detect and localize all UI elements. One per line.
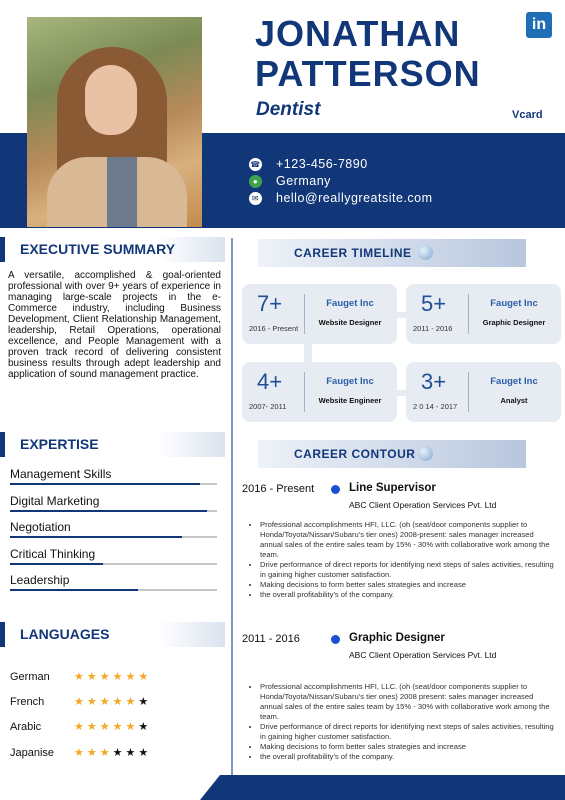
star-icon: ★ <box>74 671 87 683</box>
star-icon: ★ <box>86 696 100 708</box>
vcard-logo: Vcard <box>512 109 543 121</box>
skill-level-bar <box>10 483 200 485</box>
star-icon: ★ <box>86 721 100 733</box>
phone-text: +123-456-7890 <box>276 157 368 171</box>
job-bullet: • the overall profitability's of the company. <box>260 752 558 762</box>
contact-location <box>249 174 331 188</box>
star-icon: ★ <box>74 696 87 708</box>
job-title: Graphic Designer <box>349 632 445 644</box>
skill-label: Management Skills <box>10 467 112 481</box>
card-divider <box>468 372 469 412</box>
star-icon: ★ <box>112 671 126 683</box>
skill-level-bar <box>10 563 103 565</box>
star-icon: ★ <box>138 721 152 733</box>
star-icon: ★ <box>138 747 152 759</box>
skill-item <box>10 520 217 534</box>
star-icon: ★ <box>138 696 152 708</box>
language-rating <box>74 746 151 759</box>
star-icon: ★ <box>125 721 139 733</box>
timeline-years-count: 7+ <box>257 291 283 316</box>
job-bullet: • Making decisions to form better sales strategies and increase <box>260 580 558 590</box>
language-name: German <box>10 671 50 683</box>
contact-email <box>249 191 433 205</box>
timeline-period: 2 0 14 - 2017 <box>413 402 458 411</box>
contour-heading-text: CAREER CONTOUR <box>294 447 416 461</box>
timeline-role: Graphic Designer <box>482 318 546 327</box>
timeline-card <box>242 362 397 422</box>
timeline-heading <box>258 239 526 267</box>
globe-icon <box>418 245 433 260</box>
skill-item <box>10 467 217 481</box>
timeline-heading-text: CAREER TIMELINE <box>294 246 412 260</box>
language-name: Japanise <box>10 747 55 759</box>
job-bullet: • Professional accomplishments HFI, LLC. (oh (seat/door components supplier to Honda/Toyota/Nissan/Subaru's tier ones) 2008 present: sales manager increased annual sales of the entire sales team by 15% - 30% with collaborative work among the team. <box>260 682 558 722</box>
star-icon: ★ <box>74 747 87 759</box>
summary-text: A versatile, accomplished & goal-oriented professional with over 9+ years of experience in managing large-scale projects in the e-Commerce industry, including Business Development, Client Relationship Management, leadership, Retail Operations, operational excellence, and People Management with a proven track record of delivering consistent business results through adept leadership and application of sound management practice. <box>8 270 221 380</box>
language-name: French <box>10 696 45 708</box>
job-period: 2011 - 2016 <box>242 633 300 645</box>
skill-item <box>10 547 217 561</box>
linkedin-icon[interactable]: in <box>526 12 552 38</box>
summary-heading <box>0 237 225 262</box>
timeline-dot-icon <box>331 635 340 644</box>
timeline-period: 2011 - 2016 <box>413 324 453 333</box>
timeline-role: Analyst <box>500 396 528 405</box>
timeline-years-count: 3+ <box>421 369 447 394</box>
job-period: 2016 - Present <box>242 483 315 495</box>
job-bullets <box>252 682 558 762</box>
languages-heading-text: LANGUAGES <box>20 626 110 642</box>
language-rating <box>74 670 151 683</box>
timeline-company: Fauget Inc <box>490 376 538 387</box>
profile-photo <box>27 17 202 227</box>
language-name: Arabic <box>10 721 42 733</box>
star-icon: ★ <box>99 721 113 733</box>
expertise-heading-text: EXPERTISE <box>20 436 99 452</box>
timeline-years-count: 4+ <box>257 369 283 394</box>
timeline-card <box>406 362 561 422</box>
name-line-2: PATTERSON <box>255 53 481 94</box>
skill-label: Negotiation <box>10 520 71 534</box>
expertise-heading <box>0 432 225 457</box>
email-text[interactable]: hello@reallygreatsite.com <box>276 191 433 205</box>
location-text: Germany <box>276 174 331 188</box>
job-bullet: • Making decisions to form better sales strategies and increase <box>260 742 558 752</box>
timeline-period: 2007- 2011 <box>249 402 287 411</box>
timeline-card <box>406 284 561 344</box>
timeline-company: Fauget Inc <box>326 376 374 387</box>
job-bullets <box>252 520 558 600</box>
skill-label: Digital Marketing <box>10 494 100 508</box>
phone-icon: ☎ <box>250 160 261 170</box>
globe-icon <box>418 446 433 461</box>
star-icon: ★ <box>99 747 113 759</box>
languages-heading <box>0 622 225 647</box>
language-rating <box>74 695 151 708</box>
card-divider <box>468 294 469 334</box>
job-bullet: • the overall profitability's of the company. <box>260 590 558 600</box>
timeline-years-count: 5+ <box>421 291 447 316</box>
summary-heading-text: EXECUTIVE SUMMARY <box>20 241 176 257</box>
star-icon: ★ <box>125 747 139 759</box>
location-pin-icon: ● <box>249 175 262 188</box>
timeline-card <box>242 284 397 344</box>
skill-level-bar <box>10 510 207 512</box>
star-icon: ★ <box>99 671 113 683</box>
contact-phone <box>249 157 368 171</box>
timeline-company: Fauget Inc <box>490 298 538 309</box>
skill-item <box>10 573 217 587</box>
skill-level-bar <box>10 589 138 591</box>
skill-label: Critical Thinking <box>10 547 96 561</box>
timeline-dot-icon <box>331 485 340 494</box>
job-title: Line Supervisor <box>349 482 436 494</box>
card-divider <box>304 294 305 334</box>
star-icon: ★ <box>74 721 87 733</box>
footer-band <box>0 775 565 800</box>
job-company: ABC Client Operation Services Pvt. Ltd <box>349 500 497 510</box>
job-bullet: • Professional accomplishments HFI, LLC. (oh (seat/door components supplier to Honda/Toyota/Nissan/Subaru's tier ones) 2008-present: sales manager increased annual sales of the entire sales team by 15% - 30% with collaborative work among the team. <box>260 520 558 560</box>
card-divider <box>304 372 305 412</box>
language-rating <box>74 720 151 733</box>
timeline-role: Website Engineer <box>318 396 382 405</box>
star-icon: ★ <box>112 721 126 733</box>
timeline-company: Fauget Inc <box>326 298 374 309</box>
job-bullet: • Drive performance of direct reports for identifying next steps of sales activities, resulting in gaining higher customer satisfaction. <box>260 560 558 580</box>
skill-label: Leadership <box>10 573 70 587</box>
star-icon: ★ <box>125 671 139 683</box>
star-icon: ★ <box>125 696 139 708</box>
job-company: ABC Client Operation Services Pvt. Ltd <box>349 650 497 660</box>
job-bullet: • Drive performance of direct reports for identifying next steps of sales activities, resulting in gaining higher customer satisfaction. <box>260 722 558 742</box>
star-icon: ★ <box>138 671 152 683</box>
name-line-1: JONATHAN <box>255 13 461 54</box>
mail-icon: ✉ <box>249 192 262 205</box>
column-divider <box>231 238 233 783</box>
star-icon: ★ <box>112 747 126 759</box>
timeline-role: Website Designer <box>318 318 382 327</box>
timeline-period: 2016 - Present <box>249 324 299 333</box>
job-title: Dentist <box>256 99 321 120</box>
star-icon: ★ <box>112 696 126 708</box>
skill-level-bar <box>10 536 182 538</box>
star-icon: ★ <box>99 696 113 708</box>
star-icon: ★ <box>86 671 100 683</box>
skill-item <box>10 494 217 508</box>
star-icon: ★ <box>86 747 100 759</box>
contour-heading <box>258 440 526 468</box>
person-name <box>255 13 481 94</box>
